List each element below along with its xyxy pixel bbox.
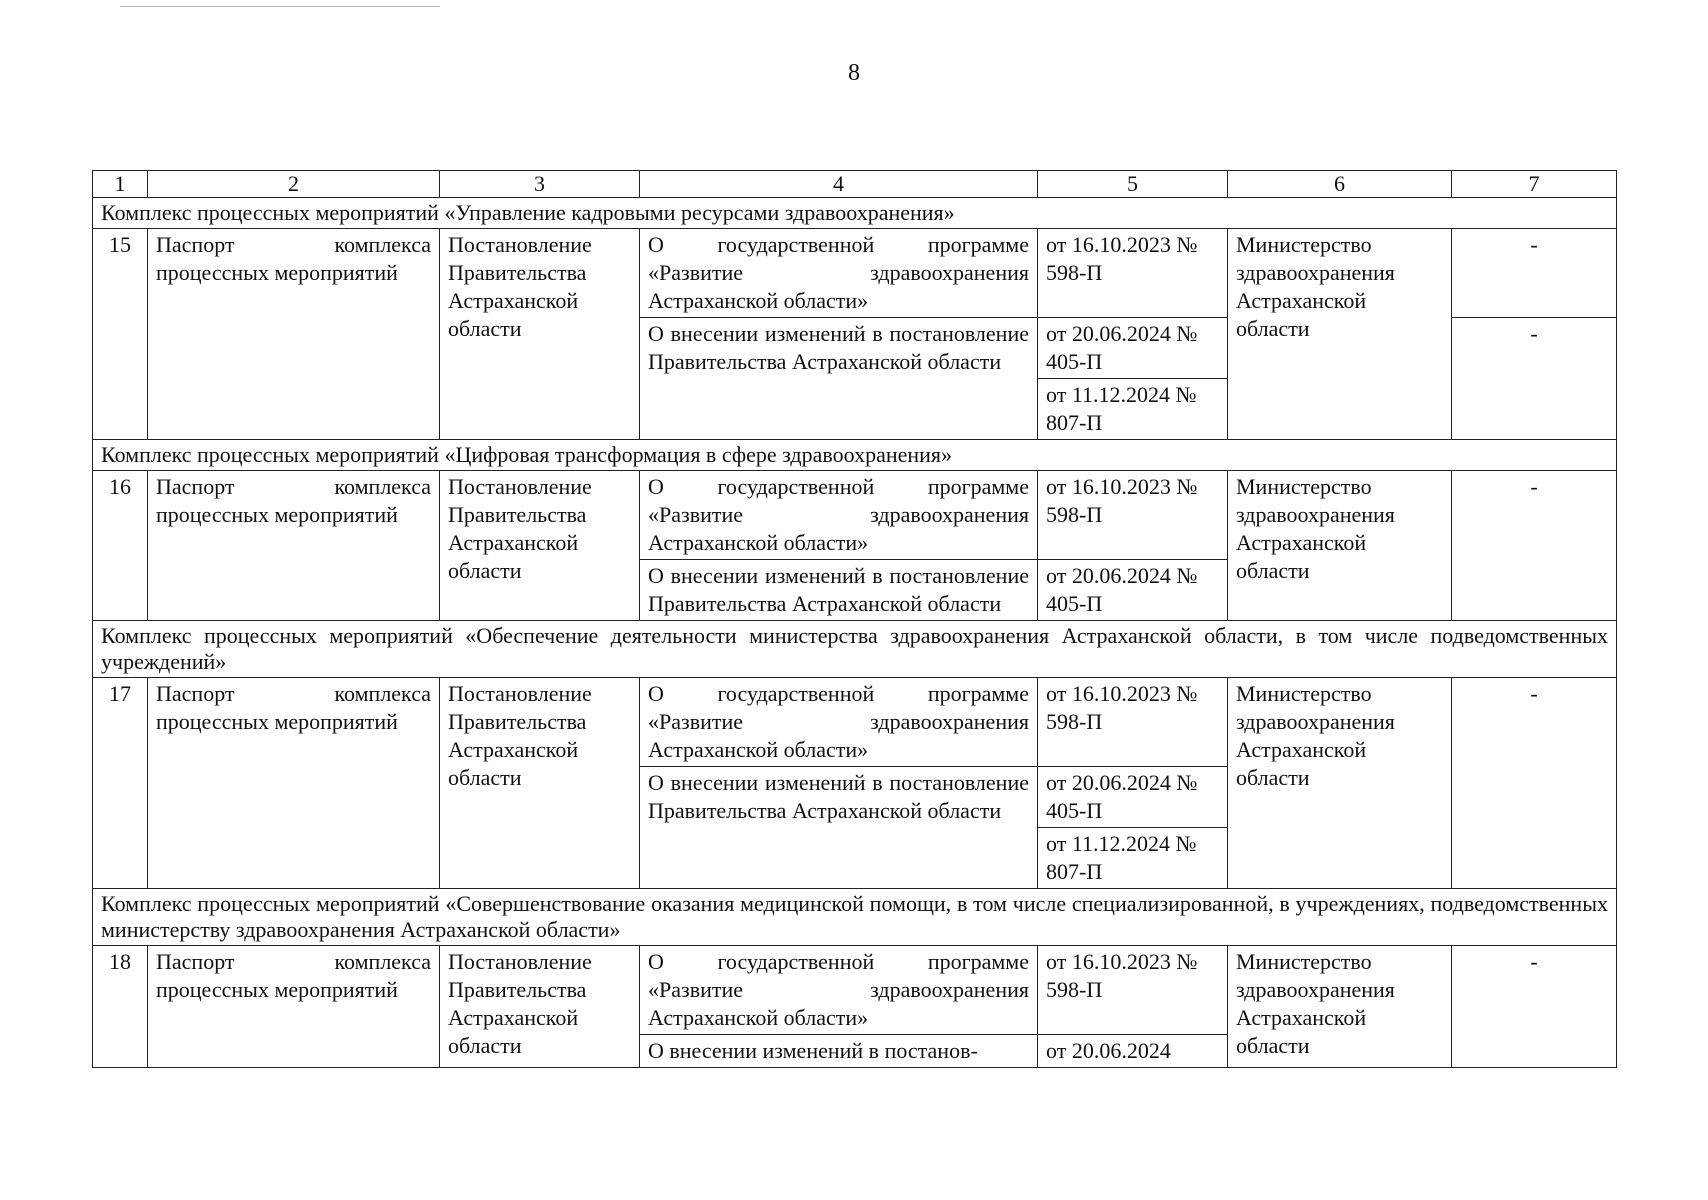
- document-date: от 20.06.2024 № 405-П: [1038, 560, 1228, 621]
- act-type: Постановление Правительства Астраханской области: [440, 229, 640, 440]
- table-row: [93, 471, 1617, 560]
- document-date: от 20.06.2024: [1038, 1035, 1228, 1068]
- table-row: [93, 678, 1617, 767]
- measure-name: Паспорт комплекса процессных мероприятий: [148, 471, 440, 621]
- document-date: от 20.06.2024 № 405-П: [1038, 767, 1228, 828]
- row-number: 16: [93, 471, 148, 621]
- row-number: 18: [93, 946, 148, 1068]
- page-number: 8: [848, 60, 860, 86]
- document-date: от 16.10.2023 № 598-П: [1038, 678, 1228, 767]
- section-header-row: [93, 889, 1617, 946]
- executor: Министерство здравоохранения Астраханской области: [1228, 946, 1452, 1068]
- executor: Министерство здравоохранения Астраханской области: [1228, 229, 1452, 440]
- act-type: Постановление Правительства Астраханской области: [440, 678, 640, 889]
- table-row: [93, 946, 1617, 1035]
- col7-value: -: [1452, 678, 1617, 889]
- act-type: Постановление Правительства Астраханской области: [440, 471, 640, 621]
- row-number: 15: [93, 229, 148, 440]
- act-type: Постановление Правительства Астраханской области: [440, 946, 640, 1068]
- section-title: Комплекс процессных мероприятий «Цифровая трансформация в сфере здравоохранения»: [93, 440, 1617, 471]
- document-date: от 16.10.2023 № 598-П: [1038, 471, 1228, 560]
- document-title: О государственной программе «Развитие здравоохранения Астраханской области»: [640, 946, 1038, 1035]
- table-row: [93, 229, 1617, 318]
- col-header-3: 3: [440, 171, 640, 198]
- section-title: Комплекс процессных мероприятий «Управление кадровыми ресурсами здравоохранения»: [93, 198, 1617, 229]
- document-title: О государственной программе «Развитие здравоохранения Астраханской области»: [640, 471, 1038, 560]
- document-date: от 16.10.2023 № 598-П: [1038, 229, 1228, 318]
- section-header-row: [93, 198, 1617, 229]
- column-numbers-row: [93, 171, 1617, 198]
- document-title: О внесении изменений в постановление Правительства Астраханской области: [640, 318, 1038, 440]
- document-date: от 11.12.2024 № 807-П: [1038, 379, 1228, 440]
- document-date: от 11.12.2024 № 807-П: [1038, 828, 1228, 889]
- col7-value: -: [1452, 229, 1617, 318]
- col-header-2: 2: [148, 171, 440, 198]
- document-title: О государственной программе «Развитие здравоохранения Астраханской области»: [640, 678, 1038, 767]
- executor: Министерство здравоохранения Астраханской области: [1228, 471, 1452, 621]
- col-header-1: 1: [93, 171, 148, 198]
- col7-value: -: [1452, 946, 1617, 1068]
- executor: Министерство здравоохранения Астраханской области: [1228, 678, 1452, 889]
- col-header-5: 5: [1038, 171, 1228, 198]
- document-date: от 16.10.2023 № 598-П: [1038, 946, 1228, 1035]
- document-title: О внесении изменений в постановление Правительства Астраханской области: [640, 767, 1038, 889]
- row-number: 17: [93, 678, 148, 889]
- section-header-row: [93, 621, 1617, 678]
- col7-value: -: [1452, 471, 1617, 621]
- measure-name: Паспорт комплекса процессных мероприятий: [148, 229, 440, 440]
- document-date: от 20.06.2024 № 405-П: [1038, 318, 1228, 379]
- section-title: Комплекс процессных мероприятий «Обеспечение деятельности министерства здравоохранения Астраханской области, в том числе подведомственных учреждений»: [93, 621, 1617, 678]
- document-title: О государственной программе «Развитие здравоохранения Астраханской области»: [640, 229, 1038, 318]
- measure-name: Паспорт комплекса процессных мероприятий: [148, 678, 440, 889]
- col-header-4: 4: [640, 171, 1038, 198]
- col7-value: -: [1452, 318, 1617, 440]
- section-title: Комплекс процессных мероприятий «Совершенствование оказания медицинской помощи, в том числе специализированной, в учреждениях, подведомственных министерству здравоохранения Астраханской области»: [93, 889, 1617, 946]
- measure-name: Паспорт комплекса процессных мероприятий: [148, 946, 440, 1068]
- section-header-row: [93, 440, 1617, 471]
- programs-table: [92, 170, 1617, 1068]
- document-title: О внесении изменений в постановление Правительства Астраханской области: [640, 560, 1038, 621]
- document-title: О внесении изменений в постанов-: [640, 1035, 1038, 1068]
- col-header-7: 7: [1452, 171, 1617, 198]
- top-rule: [120, 6, 440, 7]
- col-header-6: 6: [1228, 171, 1452, 198]
